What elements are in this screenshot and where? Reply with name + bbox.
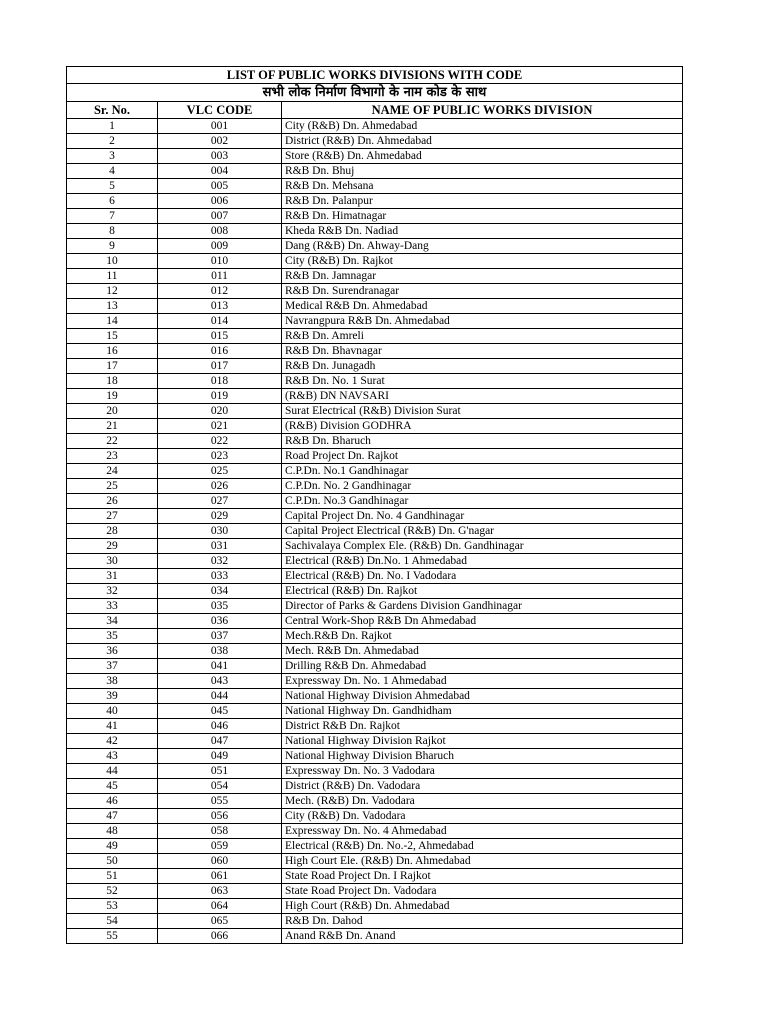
sr-no-cell: 17 <box>67 359 158 374</box>
vlc-code-cell: 012 <box>158 284 282 299</box>
division-name-cell: National Highway Division Rajkot <box>282 734 683 749</box>
table-row <box>67 809 683 824</box>
sr-no-cell: 53 <box>67 899 158 914</box>
table-row <box>67 149 683 164</box>
vlc-code-cell: 001 <box>158 119 282 134</box>
division-name-cell: Dang (R&B) Dn. Ahway-Dang <box>282 239 683 254</box>
vlc-code-cell: 017 <box>158 359 282 374</box>
vlc-code-cell: 008 <box>158 224 282 239</box>
vlc-code-cell: 016 <box>158 344 282 359</box>
sr-no-cell: 14 <box>67 314 158 329</box>
division-name-cell: Surat Electrical (R&B) Division Surat <box>282 404 683 419</box>
division-name-cell: District (R&B) Dn. Vadodara <box>282 779 683 794</box>
division-name-cell: Electrical (R&B) Dn. No.-2, Ahmedabad <box>282 839 683 854</box>
column-header-division-name: NAME OF PUBLIC WORKS DIVISION <box>282 102 683 119</box>
division-name-cell: State Road Project Dn. Vadodara <box>282 884 683 899</box>
vlc-code-cell: 014 <box>158 314 282 329</box>
table-row <box>67 464 683 479</box>
division-name-cell: C.P.Dn. No. 2 Gandhinagar <box>282 479 683 494</box>
vlc-code-cell: 029 <box>158 509 282 524</box>
vlc-code-cell: 007 <box>158 209 282 224</box>
table-row <box>67 734 683 749</box>
table-row <box>67 749 683 764</box>
division-name-cell: R&B Dn. Palanpur <box>282 194 683 209</box>
division-name-cell: Director of Parks & Gardens Division Gandhinagar <box>282 599 683 614</box>
division-name-cell: National Highway Division Ahmedabad <box>282 689 683 704</box>
division-name-cell: District R&B Dn. Rajkot <box>282 719 683 734</box>
division-name-cell: Electrical (R&B) Dn. No. I Vadodara <box>282 569 683 584</box>
sr-no-cell: 49 <box>67 839 158 854</box>
table-row <box>67 209 683 224</box>
vlc-code-cell: 005 <box>158 179 282 194</box>
table-row <box>67 299 683 314</box>
table-row <box>67 134 683 149</box>
table-row <box>67 629 683 644</box>
sr-no-cell: 55 <box>67 929 158 944</box>
vlc-code-cell: 026 <box>158 479 282 494</box>
vlc-code-cell: 002 <box>158 134 282 149</box>
sr-no-cell: 39 <box>67 689 158 704</box>
sr-no-cell: 11 <box>67 269 158 284</box>
vlc-code-cell: 020 <box>158 404 282 419</box>
vlc-code-cell: 022 <box>158 434 282 449</box>
vlc-code-cell: 043 <box>158 674 282 689</box>
sr-no-cell: 3 <box>67 149 158 164</box>
sr-no-cell: 45 <box>67 779 158 794</box>
table-row <box>67 419 683 434</box>
vlc-code-cell: 045 <box>158 704 282 719</box>
division-name-cell: R&B Dn. Bhuj <box>282 164 683 179</box>
division-name-cell: Sachivalaya Complex Ele. (R&B) Dn. Gandhinagar <box>282 539 683 554</box>
table-row <box>67 914 683 929</box>
table-row <box>67 569 683 584</box>
vlc-code-cell: 056 <box>158 809 282 824</box>
division-name-cell: R&B Dn. Bhavnagar <box>282 344 683 359</box>
vlc-code-cell: 035 <box>158 599 282 614</box>
vlc-code-cell: 004 <box>158 164 282 179</box>
sr-no-cell: 41 <box>67 719 158 734</box>
sr-no-cell: 37 <box>67 659 158 674</box>
vlc-code-cell: 036 <box>158 614 282 629</box>
sr-no-cell: 47 <box>67 809 158 824</box>
sr-no-cell: 2 <box>67 134 158 149</box>
table-row <box>67 344 683 359</box>
sr-no-cell: 35 <box>67 629 158 644</box>
sr-no-cell: 4 <box>67 164 158 179</box>
vlc-code-cell: 054 <box>158 779 282 794</box>
division-name-cell: R&B Dn. Himatnagar <box>282 209 683 224</box>
division-name-cell: Electrical (R&B) Dn. Rajkot <box>282 584 683 599</box>
division-name-cell: Capital Project Electrical (R&B) Dn. G'nagar <box>282 524 683 539</box>
division-name-cell: Expressway Dn. No. 4 Ahmedabad <box>282 824 683 839</box>
division-name-cell: R&B Dn. Dahod <box>282 914 683 929</box>
table-row <box>67 179 683 194</box>
table-row <box>67 899 683 914</box>
title-row <box>67 67 683 84</box>
sr-no-cell: 54 <box>67 914 158 929</box>
table-row <box>67 824 683 839</box>
division-name-cell: Medical R&B Dn. Ahmedabad <box>282 299 683 314</box>
table-row <box>67 359 683 374</box>
table-row <box>67 449 683 464</box>
division-name-cell: R&B Dn. Mehsana <box>282 179 683 194</box>
table-row <box>67 239 683 254</box>
division-name-cell: Capital Project Dn. No. 4 Gandhinagar <box>282 509 683 524</box>
division-name-cell: R&B Dn. No. 1 Surat <box>282 374 683 389</box>
vlc-code-cell: 031 <box>158 539 282 554</box>
sr-no-cell: 23 <box>67 449 158 464</box>
sr-no-cell: 15 <box>67 329 158 344</box>
vlc-code-cell: 034 <box>158 584 282 599</box>
division-name-cell: (R&B) DN NAVSARI <box>282 389 683 404</box>
table-row <box>67 854 683 869</box>
table-row <box>67 479 683 494</box>
vlc-code-cell: 003 <box>158 149 282 164</box>
sr-no-cell: 36 <box>67 644 158 659</box>
division-name-cell: R&B Dn. Amreli <box>282 329 683 344</box>
header-row <box>67 102 683 119</box>
vlc-code-cell: 015 <box>158 329 282 344</box>
hindi-title-row <box>67 84 683 102</box>
division-name-cell: Expressway Dn. No. 1 Ahmedabad <box>282 674 683 689</box>
column-header-sr-no: Sr. No. <box>67 102 158 119</box>
vlc-code-cell: 027 <box>158 494 282 509</box>
sr-no-cell: 21 <box>67 419 158 434</box>
sr-no-cell: 22 <box>67 434 158 449</box>
sr-no-cell: 27 <box>67 509 158 524</box>
division-name-cell: C.P.Dn. No.3 Gandhinagar <box>282 494 683 509</box>
sr-no-cell: 48 <box>67 824 158 839</box>
sr-no-cell: 32 <box>67 584 158 599</box>
table-row <box>67 554 683 569</box>
divisions-table <box>66 66 683 944</box>
table-row <box>67 764 683 779</box>
table-row <box>67 539 683 554</box>
sr-no-cell: 52 <box>67 884 158 899</box>
sr-no-cell: 34 <box>67 614 158 629</box>
divisions-sheet <box>66 66 683 944</box>
vlc-code-cell: 010 <box>158 254 282 269</box>
sr-no-cell: 16 <box>67 344 158 359</box>
table-row <box>67 374 683 389</box>
vlc-code-cell: 055 <box>158 794 282 809</box>
sr-no-cell: 40 <box>67 704 158 719</box>
sr-no-cell: 7 <box>67 209 158 224</box>
sr-no-cell: 33 <box>67 599 158 614</box>
division-name-cell: National Highway Dn. Gandhidham <box>282 704 683 719</box>
vlc-code-cell: 032 <box>158 554 282 569</box>
division-name-cell: R&B Dn. Jamnagar <box>282 269 683 284</box>
division-name-cell: Mech. (R&B) Dn. Vadodara <box>282 794 683 809</box>
division-name-cell: Expressway Dn. No. 3 Vadodara <box>282 764 683 779</box>
sr-no-cell: 28 <box>67 524 158 539</box>
sr-no-cell: 26 <box>67 494 158 509</box>
sr-no-cell: 31 <box>67 569 158 584</box>
vlc-code-cell: 041 <box>158 659 282 674</box>
sr-no-cell: 13 <box>67 299 158 314</box>
table-row <box>67 884 683 899</box>
table-row <box>67 674 683 689</box>
division-name-cell: Navrangpura R&B Dn. Ahmedabad <box>282 314 683 329</box>
table-row <box>67 224 683 239</box>
sr-no-cell: 19 <box>67 389 158 404</box>
table-row <box>67 614 683 629</box>
vlc-code-cell: 023 <box>158 449 282 464</box>
vlc-code-cell: 018 <box>158 374 282 389</box>
table-row <box>67 794 683 809</box>
vlc-code-cell: 066 <box>158 929 282 944</box>
sr-no-cell: 30 <box>67 554 158 569</box>
division-name-cell: Drilling R&B Dn. Ahmedabad <box>282 659 683 674</box>
division-name-cell: Anand R&B Dn. Anand <box>282 929 683 944</box>
sr-no-cell: 5 <box>67 179 158 194</box>
sr-no-cell: 43 <box>67 749 158 764</box>
vlc-code-cell: 064 <box>158 899 282 914</box>
table-row <box>67 929 683 944</box>
sr-no-cell: 38 <box>67 674 158 689</box>
table-row <box>67 269 683 284</box>
sr-no-cell: 18 <box>67 374 158 389</box>
vlc-code-cell: 059 <box>158 839 282 854</box>
division-name-cell: District (R&B) Dn. Ahmedabad <box>282 134 683 149</box>
sr-no-cell: 46 <box>67 794 158 809</box>
vlc-code-cell: 030 <box>158 524 282 539</box>
division-name-cell: Central Work-Shop R&B Dn Ahmedabad <box>282 614 683 629</box>
division-name-cell: City (R&B) Dn. Ahmedabad <box>282 119 683 134</box>
vlc-code-cell: 063 <box>158 884 282 899</box>
column-header-vlc-code: VLC CODE <box>158 102 282 119</box>
table-row <box>67 659 683 674</box>
sr-no-cell: 9 <box>67 239 158 254</box>
table-row <box>67 509 683 524</box>
table-row <box>67 524 683 539</box>
table-row <box>67 119 683 134</box>
division-name-cell: R&B Dn. Junagadh <box>282 359 683 374</box>
vlc-code-cell: 047 <box>158 734 282 749</box>
vlc-code-cell: 013 <box>158 299 282 314</box>
sr-no-cell: 51 <box>67 869 158 884</box>
sr-no-cell: 44 <box>67 764 158 779</box>
table-row <box>67 284 683 299</box>
division-name-cell: High Court (R&B) Dn. Ahmedabad <box>282 899 683 914</box>
table-row <box>67 434 683 449</box>
division-name-cell: Mech.R&B Dn. Rajkot <box>282 629 683 644</box>
sr-no-cell: 24 <box>67 464 158 479</box>
table-row <box>67 644 683 659</box>
vlc-code-cell: 061 <box>158 869 282 884</box>
table-row <box>67 584 683 599</box>
division-name-cell: State Road Project Dn. I Rajkot <box>282 869 683 884</box>
table-row <box>67 599 683 614</box>
vlc-code-cell: 019 <box>158 389 282 404</box>
table-row <box>67 719 683 734</box>
sr-no-cell: 25 <box>67 479 158 494</box>
division-name-cell: National Highway Division Bharuch <box>282 749 683 764</box>
table-row <box>67 494 683 509</box>
table-row <box>67 314 683 329</box>
table-row <box>67 194 683 209</box>
table-row <box>67 389 683 404</box>
division-name-cell: Mech. R&B Dn. Ahmedabad <box>282 644 683 659</box>
vlc-code-cell: 037 <box>158 629 282 644</box>
table-row <box>67 254 683 269</box>
vlc-code-cell: 009 <box>158 239 282 254</box>
vlc-code-cell: 011 <box>158 269 282 284</box>
document-title: LIST OF PUBLIC WORKS DIVISIONS WITH CODE <box>67 67 683 84</box>
table-row <box>67 689 683 704</box>
vlc-code-cell: 049 <box>158 749 282 764</box>
division-name-cell: (R&B) Division GODHRA <box>282 419 683 434</box>
vlc-code-cell: 025 <box>158 464 282 479</box>
division-name-cell: C.P.Dn. No.1 Gandhinagar <box>282 464 683 479</box>
sr-no-cell: 6 <box>67 194 158 209</box>
vlc-code-cell: 046 <box>158 719 282 734</box>
vlc-code-cell: 060 <box>158 854 282 869</box>
vlc-code-cell: 021 <box>158 419 282 434</box>
table-row <box>67 704 683 719</box>
division-name-cell: Store (R&B) Dn. Ahmedabad <box>282 149 683 164</box>
vlc-code-cell: 006 <box>158 194 282 209</box>
vlc-code-cell: 038 <box>158 644 282 659</box>
division-name-cell: Electrical (R&B) Dn.No. 1 Ahmedabad <box>282 554 683 569</box>
sr-no-cell: 1 <box>67 119 158 134</box>
table-row <box>67 869 683 884</box>
sr-no-cell: 29 <box>67 539 158 554</box>
table-row <box>67 779 683 794</box>
table-row <box>67 329 683 344</box>
division-name-cell: City (R&B) Dn. Rajkot <box>282 254 683 269</box>
sr-no-cell: 12 <box>67 284 158 299</box>
division-name-cell: High Court Ele. (R&B) Dn. Ahmedabad <box>282 854 683 869</box>
division-name-cell: Kheda R&B Dn. Nadiad <box>282 224 683 239</box>
table-row <box>67 164 683 179</box>
sr-no-cell: 42 <box>67 734 158 749</box>
division-name-cell: R&B Dn. Surendranagar <box>282 284 683 299</box>
division-name-cell: Road Project Dn. Rajkot <box>282 449 683 464</box>
sr-no-cell: 8 <box>67 224 158 239</box>
division-name-cell: City (R&B) Dn. Vadodara <box>282 809 683 824</box>
vlc-code-cell: 033 <box>158 569 282 584</box>
sr-no-cell: 20 <box>67 404 158 419</box>
vlc-code-cell: 051 <box>158 764 282 779</box>
document-subtitle-hindi: सभी लोक निर्माण विभागो के नाम कोड के साथ <box>67 84 683 102</box>
vlc-code-cell: 058 <box>158 824 282 839</box>
vlc-code-cell: 065 <box>158 914 282 929</box>
sr-no-cell: 50 <box>67 854 158 869</box>
division-name-cell: R&B Dn. Bharuch <box>282 434 683 449</box>
vlc-code-cell: 044 <box>158 689 282 704</box>
table-row <box>67 839 683 854</box>
table-row <box>67 404 683 419</box>
sr-no-cell: 10 <box>67 254 158 269</box>
